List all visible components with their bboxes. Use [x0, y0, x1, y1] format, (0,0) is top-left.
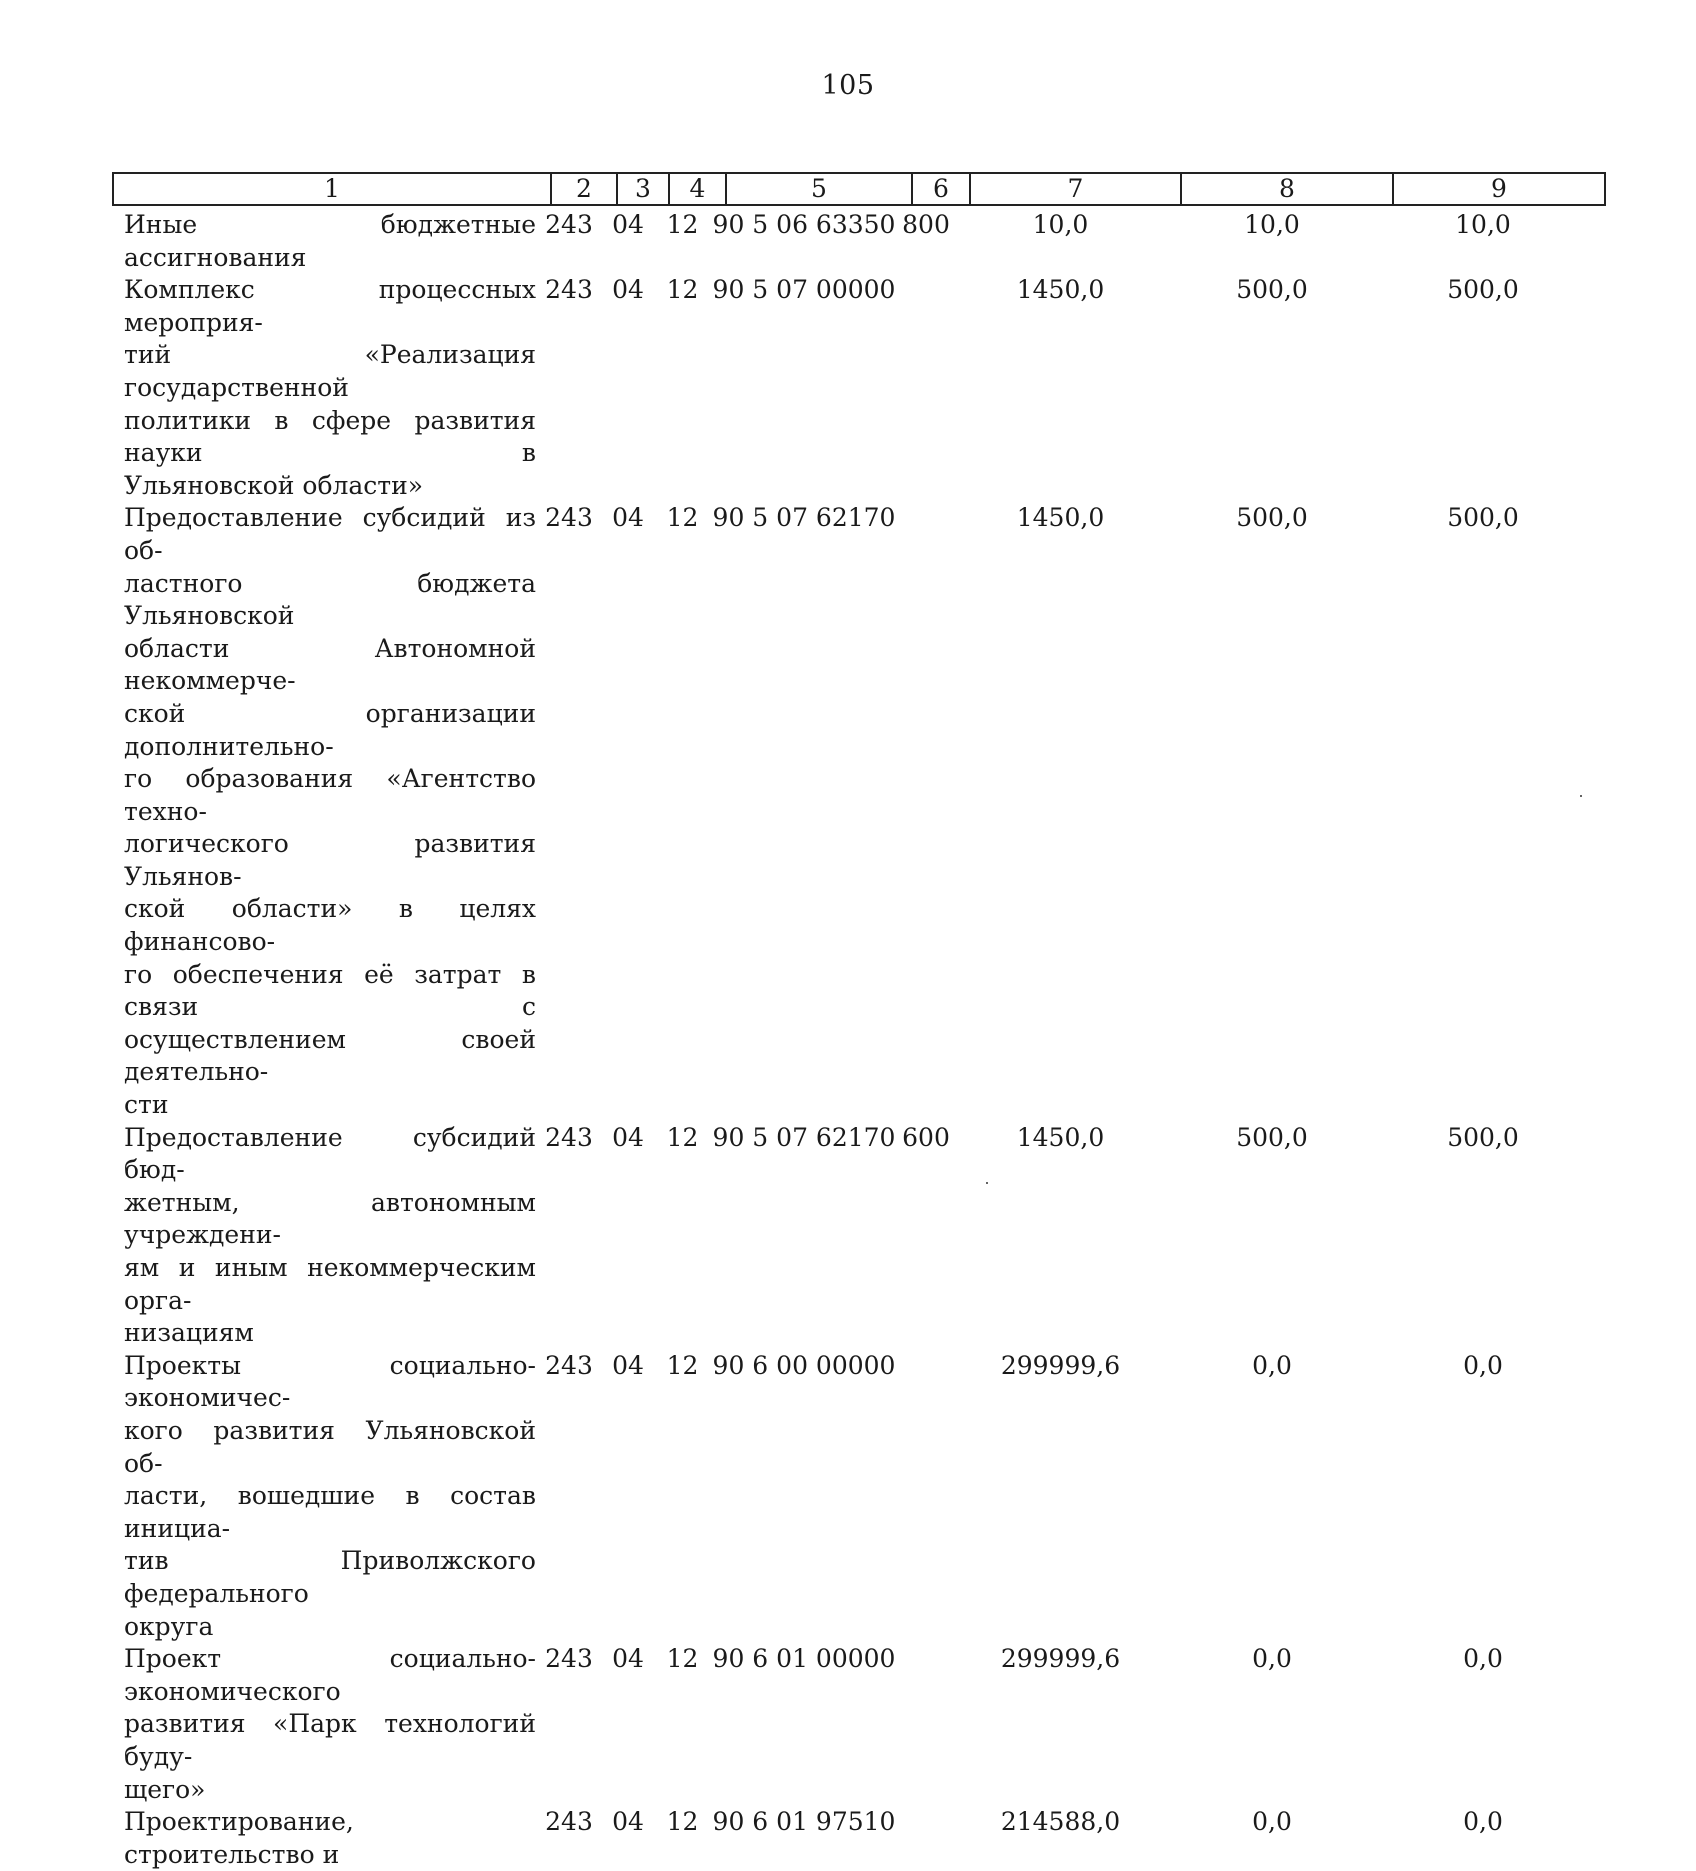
subsection-cell: 12: [666, 210, 699, 239]
item-name-cell: [112, 1643, 536, 1806]
amount-col8-cell: 0,0: [1252, 1807, 1292, 1837]
target-article-cell: 90 5 07 62170: [712, 1122, 896, 1152]
item-name-line: сти: [124, 1090, 169, 1120]
item-name-line: Предоставление субсидий бюд-: [124, 1122, 536, 1185]
item-name-line: ласти, вошедшие в состав инициа-: [124, 1481, 536, 1543]
item-name-line: развития «Парк технологий буду-: [124, 1709, 536, 1771]
section-cell: 04: [612, 1350, 644, 1380]
section-cell: 04: [612, 210, 644, 239]
item-name-line: Ульяновской области»: [124, 470, 424, 500]
column-header-3: 3: [617, 173, 669, 205]
target-article-cell: 90 6 01 97510: [712, 1807, 896, 1837]
table-row: [112, 1350, 1604, 1643]
item-name-line: тив Приволжского федерального: [124, 1546, 536, 1608]
item-name-line: ластного бюджета Ульяновской: [124, 568, 536, 631]
section-cell: 04: [612, 503, 644, 533]
table-row: [112, 502, 1604, 1121]
budget-code-cell: 243: [545, 210, 593, 239]
item-name-line: Комплекс процессных мероприя-: [124, 275, 536, 337]
scan-speck: [986, 1182, 988, 1184]
item-name-line: Проект социально-экономического: [124, 1644, 536, 1706]
section-cell: 04: [612, 1807, 644, 1837]
item-name-cell: [112, 1122, 536, 1350]
item-name-line: Проектирование, строительство и: [124, 1807, 354, 1869]
table-body: [112, 209, 1604, 1871]
amount-col7-cell: 299999,6: [1000, 1350, 1121, 1380]
amount-col9-cell: 0,0: [1463, 1350, 1503, 1380]
target-article-cell: 90 5 06 63350: [712, 210, 896, 239]
target-article-cell: 90 6 00 00000: [712, 1350, 896, 1380]
item-name-line: ям и иным некоммерческим орга-: [124, 1253, 536, 1315]
amount-col8-cell: 10,0: [1244, 210, 1300, 239]
amount-col9-cell: 0,0: [1463, 1807, 1503, 1837]
item-name-line: области Автономной некоммерче-: [124, 633, 536, 696]
table-row: [112, 1806, 1604, 1871]
column-header-7: 7: [970, 173, 1181, 205]
budget-code-cell: 243: [545, 503, 593, 533]
item-name-line: ской области» в целях финансово-: [124, 894, 536, 957]
column-header-1: 1: [113, 173, 551, 205]
section-cell: 04: [612, 275, 644, 305]
amount-col7-cell: 1450,0: [1016, 275, 1105, 305]
amount-col8-cell: 0,0: [1252, 1644, 1292, 1674]
target-article-cell: 90 5 07 62170: [712, 503, 896, 533]
item-name-line: Предоставление субсидий из об-: [124, 503, 536, 565]
amount-col9-cell: 500,0: [1447, 1122, 1519, 1152]
item-name-line: логического развития Ульянов-: [124, 829, 536, 891]
table-row: [112, 1643, 1604, 1806]
column-header-9: 9: [1393, 173, 1605, 205]
budget-code-cell: 243: [545, 275, 593, 305]
section-cell: 04: [612, 1644, 644, 1674]
item-name-cell: [112, 209, 536, 274]
page-number: 105: [821, 70, 875, 101]
amount-col9-cell: 500,0: [1447, 275, 1519, 305]
item-name-line: округа: [124, 1611, 214, 1641]
column-header-row: [113, 173, 1605, 205]
section-cell: 04: [612, 1122, 644, 1152]
amount-col9-cell: 0,0: [1463, 1644, 1503, 1674]
item-name-line: кого развития Ульяновской об-: [124, 1415, 536, 1478]
column-header-6: 6: [912, 173, 970, 205]
item-name-line: го обеспечения её затрат в связи с: [124, 959, 536, 1022]
subsection-cell: 12: [666, 1122, 699, 1152]
item-name-line: ской организации дополнительно-: [124, 698, 536, 761]
budget-code-cell: 243: [545, 1644, 593, 1674]
item-name-cell: [112, 502, 536, 1121]
amount-col8-cell: 500,0: [1236, 1122, 1308, 1152]
subsection-cell: 12: [666, 275, 699, 305]
subsection-cell: 12: [666, 1350, 699, 1380]
item-name-line: политики в сфере развития науки в: [124, 405, 536, 468]
column-header-table: [112, 172, 1606, 206]
item-name-line: жетным, автономным учреждени-: [124, 1187, 536, 1250]
item-name-line: тий «Реализация государственной: [124, 340, 536, 402]
scan-speck: [1580, 795, 1582, 797]
budget-code-cell: 243: [545, 1807, 593, 1837]
subsection-cell: 12: [666, 1807, 699, 1837]
table-row: [112, 1122, 1604, 1350]
amount-col9-cell: 500,0: [1447, 503, 1519, 533]
item-name-line: го образования «Агентство техно-: [124, 764, 536, 826]
amount-col7-cell: 214588,0: [1000, 1807, 1121, 1837]
column-header-2: 2: [551, 173, 617, 205]
item-name-line: низациям: [124, 1318, 254, 1348]
item-name-cell: [112, 274, 536, 502]
item-name-line: Иные бюджетные ассигнования: [124, 210, 536, 272]
subsection-cell: 12: [666, 503, 699, 533]
target-article-cell: 90 5 07 00000: [712, 275, 896, 305]
amount-col9-cell: 10,0: [1455, 210, 1511, 239]
amount-col8-cell: 500,0: [1236, 275, 1308, 305]
table-row: [112, 274, 1604, 502]
expense-type-cell: 600: [902, 1122, 950, 1152]
item-name-cell: [112, 1350, 536, 1643]
item-name-line: осуществлением своей деятельно-: [124, 1024, 536, 1087]
amount-col7-cell: 299999,6: [1000, 1644, 1121, 1674]
amount-col8-cell: 500,0: [1236, 503, 1308, 533]
table-row: [112, 209, 1604, 274]
column-header-4: 4: [669, 173, 726, 205]
amount-col7-cell: 1450,0: [1016, 1122, 1105, 1152]
item-name-cell: [112, 1806, 536, 1871]
budget-code-cell: 243: [545, 1122, 593, 1152]
amount-col8-cell: 0,0: [1252, 1350, 1292, 1380]
amount-col7-cell: 1450,0: [1016, 503, 1105, 533]
amount-col7-cell: 10,0: [1032, 210, 1089, 239]
target-article-cell: 90 6 01 00000: [712, 1644, 896, 1674]
expense-type-cell: 800: [902, 210, 950, 239]
subsection-cell: 12: [666, 1644, 699, 1674]
column-header-5: 5: [726, 173, 912, 205]
column-header-8: 8: [1181, 173, 1393, 205]
item-name-line: щего»: [124, 1774, 206, 1804]
budget-code-cell: 243: [545, 1350, 593, 1380]
item-name-line: Проекты социально-экономичес-: [124, 1350, 536, 1413]
